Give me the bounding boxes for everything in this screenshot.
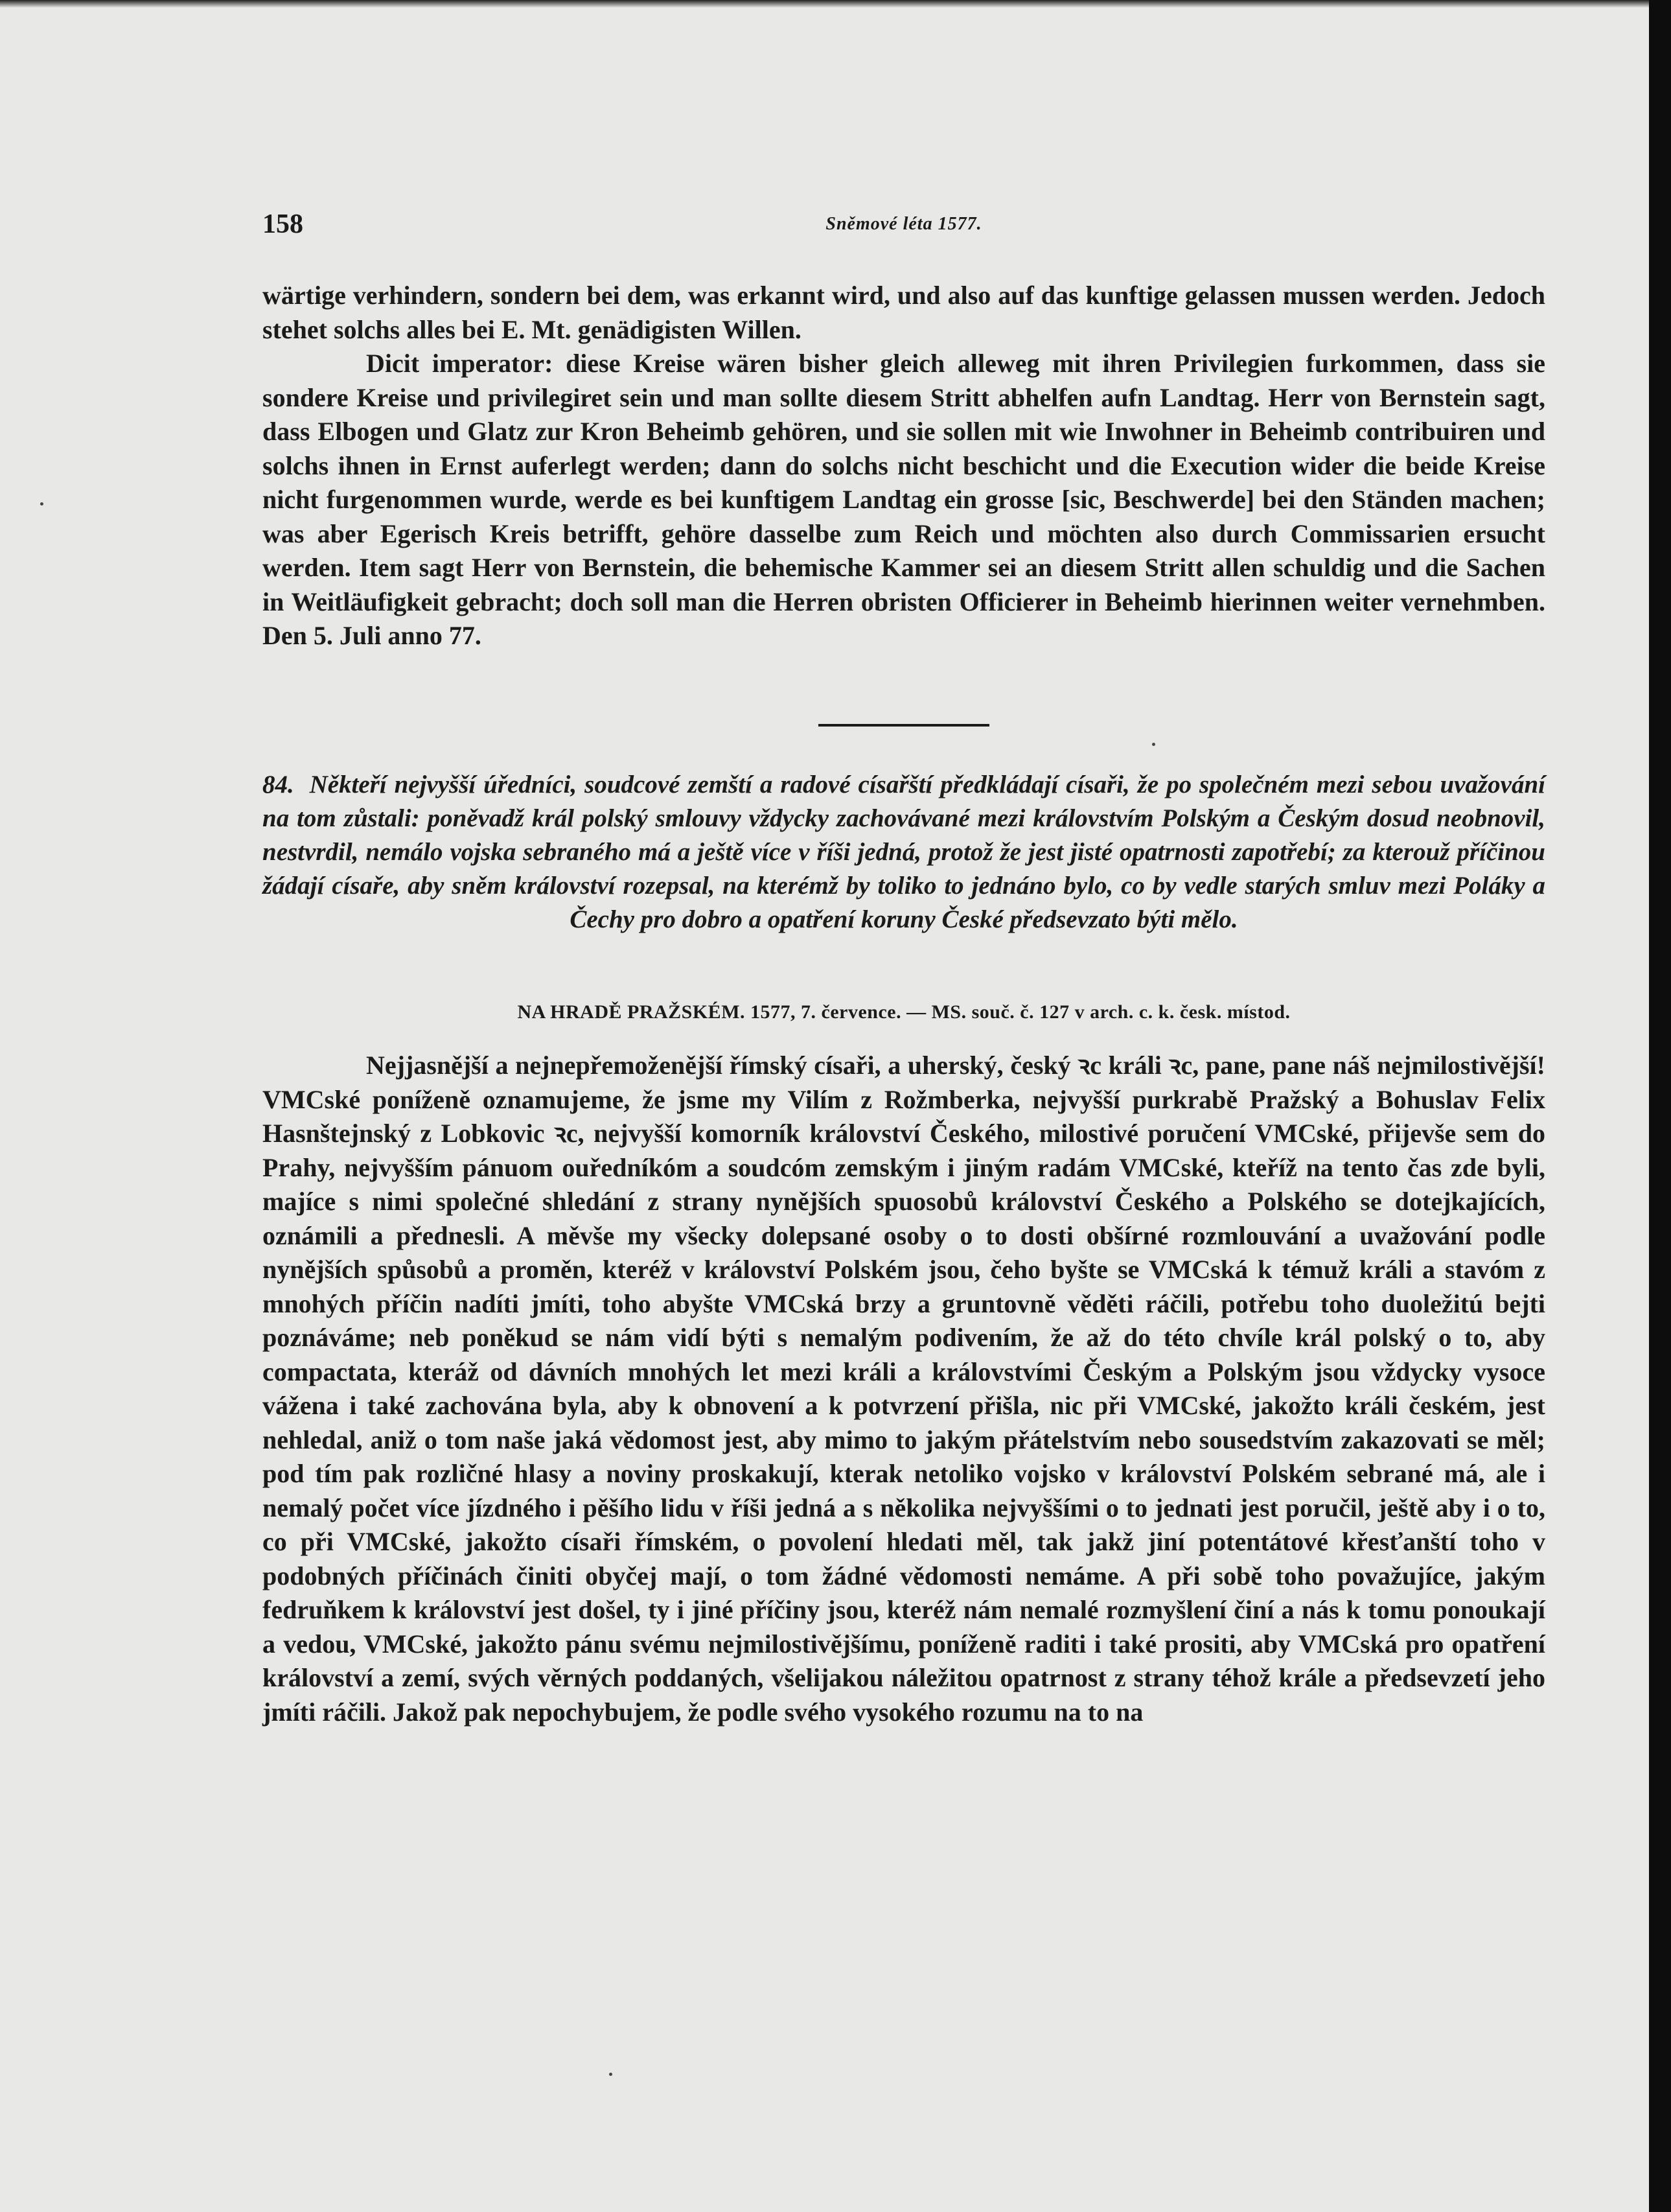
scan-right-edge xyxy=(1649,0,1671,2212)
page-header xyxy=(262,209,1545,248)
source-citation: NA HRADĚ PRAŽSKÉM. 1577, 7. července. — MS. souč. č. 127 v arch. c. k. česk. místod. xyxy=(517,1001,1291,1023)
page-number: 158 xyxy=(262,209,303,239)
running-head: Sněmové léta 1577. xyxy=(825,214,982,234)
margin-speck xyxy=(1152,743,1155,746)
scan-top-edge xyxy=(0,0,1671,8)
paragraph: Dicit imperator: diese Kreise wären bisher gleich alleweg mit ihren Privilegien furkommen, dass sie sondere Kreise und privilegiret sein und man sollte diesem Stritt abhelfen aufn Landtag. Herr von Bernstein sagt, dass Elbogen und Glatz zur Kron Beheimb gehören, und sie sollen mit wie Inwohner in Beheimb contribuiren und solchs ihnen in Ernst auferlegt werden; dann do solchs nicht beschicht und die Execution wider die beide Kreise nicht furgenommen wurde, werde es bei kunftigem Landtag ein grosse [sic, Beschwerde] bei den Ständen machen; was aber Egerisch Kreis betrifft, gehöre dasselbe zum Reich und möchten also durch Commissarien ersucht werden. Item sagt Herr von Bernstein, die behemische Kammer sei an diesem Stritt allen schuldig und die Sachen in Weitläufigkeit gebracht; doch soll man die Herren obristen Officierer in Beheimb hierinnen weiter vernehmben. Den 5. Juli anno 77. xyxy=(262,349,1545,650)
margin-speck xyxy=(609,2073,612,2076)
section-divider xyxy=(818,724,989,727)
paragraph: Nejjasnější a nejnepřemoženější římský císaři, a uherský, český ꝛc králi ꝛc, pane, pane náš nejmilostivější! VMCské poníženě oznamujeme, že jsme my Vilím z Rožmberka, nejvyšší purkrabě Pražský a Bohuslav Felix Hasnštejnský z Lobkovic ꝛc, nejvyšší komorník království Českého, milostivé poručení VMCské, přijevše sem do Prahy, nejvyšším pánuom ouředníkóm a soudcóm zemským i jiným radám VMCské, kteříž na tento čas zde byli, majíce s nimi společné shledání z strany nynějších spuosobů království Českého a Polského se dotejkajících, oznámili a přednesli. A měvše my všecky dolepsané osoby o to dosti obšírné rozmlouvání a uvažování podle nynějších spůsobů a proměn, kteréž v království Polském jsou, čeho byšte se VMCská k témuž králi a stavóm z mnohých příčin nadíti jmíti, toho abyšte VMCská brzy a gruntovně věděti ráčili, potřebu toho duoležitú bejti poznáváme; neb poněkud se nám vidí býti s nemalým podivením, že až do této chvíle král polský o to, aby compactata, kteráž od dávních mnohých let mezi králi a královstvími Českým a Polským jsou vždycky vysoce vážena i také zachována byla, aby k obnovení a k potvrzení přišla, nic při VMCské, jakožto králi českém, jest nehledal, aniž o tom naše jaká vědomost jest, aby mimo to jakým přátelstvím nebo sousedstvím zakazovati se měl; pod tím pak rozličné hlasy a noviny proskakují, kterak netoliko vojsko v království Polském sebrané má, ale i nemalý počet více jízdného i pěšího lidu v říši jedná a s několika nejvyššími o to jednati jest poručil, ještě aby i o to, co při VMCské, jakožto císaři římském, o povolení hledati měl, tak jakž jiní potentátové křesťanští toho v podobných příčinách činiti obyčej mají, o tom žádné vědomosti nemáme. A při sobě toho považujíce, jakým fedruňkem k království jest došel, ty i jiné příčiny jsou, kteréž nám nemalé rozmyšlení činí a nás k tomu ponoukají a vedou, VMCské, jakožto pánu svému nejmilostivějšímu, poníženě raditi i také prositi, aby VMCská pro opatření království a zemí, svých věrných poddaných, všelijakou náležitou opatrnost z strany téhož krále a předsevzetí jeho jmíti ráčili. Jakož pak nepochybujem, že podle svého vysokého rozumu na to na xyxy=(262,1051,1545,1727)
paragraph: wärtige verhindern, sondern bei dem, was erkannt wird, und also auf das kunftige gelassen mussen werden. Jedoch stehet solchs alles bei E. Mt. genädigisten Willen. xyxy=(262,281,1545,344)
summary-text: Někteří nejvyšší úředníci, soudcové zemští a radové císařští předkládají císaři, že po společném mezi sebou uvažování na tom zůstali: poněvadž král polský smlouvy vždycky zachovávané mezi královstvím Polským a Českým dosud neobnovil, nestvrdil, nemálo vojska sebraného má a ještě více v říši jedná, protož že jest jisté opatrnosti zapotřebí; za kterouž příčinou žádají císaře, aby sněm království rozepsal, na kterémž by toliko to jednáno bylo, co by vedle starých smluv mezi Poláky a Čechy pro dobro a opatření koruny České předsevzato býti mělo. xyxy=(262,771,1546,933)
document-summary xyxy=(262,768,1545,937)
margin-speck xyxy=(40,502,43,506)
previous-document-text xyxy=(262,279,1545,653)
document-body xyxy=(262,1049,1545,1729)
document-number: 84. xyxy=(262,771,294,798)
